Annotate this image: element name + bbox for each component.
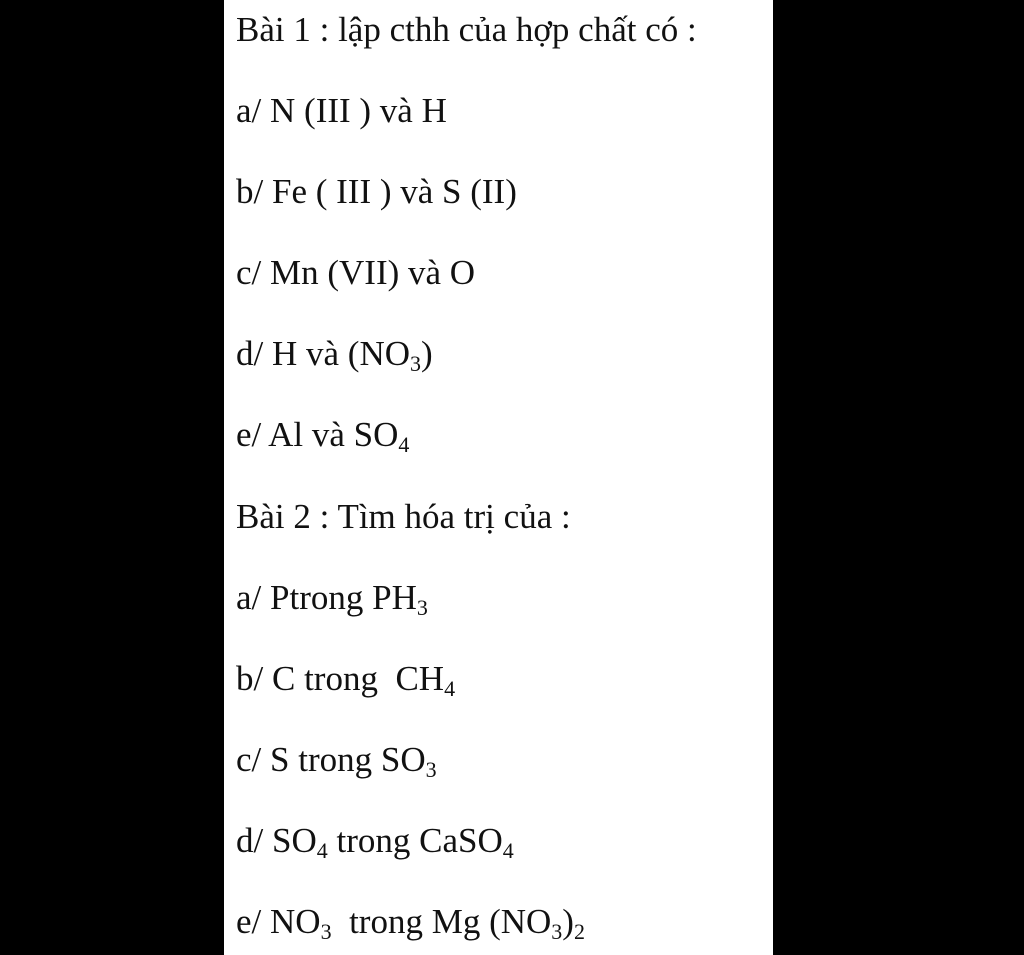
exercise2-item-e: [236, 902, 585, 942]
exercise2-title: Bài 2 : Tìm hóa trị của :: [236, 497, 571, 536]
formula-text: c/ S trong SO: [236, 740, 426, 779]
formula-text: d/ H và (NO: [236, 334, 410, 373]
exercise1-item-a: a/ N (III ) và H: [236, 91, 447, 130]
exercise2-item-d: [236, 821, 514, 861]
subscript: 4: [316, 838, 328, 863]
exercise1-item-d: [236, 334, 433, 374]
formula-text: b/ C trong CH: [236, 659, 445, 698]
formula-text: e/ Al và SO: [236, 415, 399, 454]
subscript: 3: [320, 919, 332, 944]
document-page: [224, 0, 773, 955]
formula-text: a/ Ptrong PH: [236, 578, 417, 617]
exercise1-item-c: c/ Mn (VII) và O: [236, 253, 476, 292]
exercise1-item-b: b/ Fe ( III ) và S (II): [236, 172, 517, 211]
formula-text: ): [421, 334, 433, 373]
subscript: 3: [551, 919, 563, 944]
subscript: 4: [398, 432, 410, 457]
subscript: 4: [502, 838, 514, 863]
formula-text: trong Mg (NO: [331, 902, 552, 941]
formula-text: d/ SO: [236, 821, 317, 860]
exercise2-item-b: [236, 659, 455, 699]
exercise2-item-a: [236, 578, 428, 618]
subscript: 3: [416, 595, 428, 620]
formula-text: e/ NO: [236, 902, 321, 941]
exercise1-item-e: [236, 415, 409, 455]
subscript: 4: [444, 676, 456, 701]
subscript: 3: [425, 757, 437, 782]
formula-text: ): [562, 902, 574, 941]
subscript: 2: [573, 919, 585, 944]
exercise2-item-c: [236, 740, 437, 780]
exercise1-title: Bài 1 : lập cthh của hợp chất có :: [236, 10, 697, 49]
formula-text: trong CaSO: [327, 821, 503, 860]
subscript: 3: [410, 351, 421, 376]
